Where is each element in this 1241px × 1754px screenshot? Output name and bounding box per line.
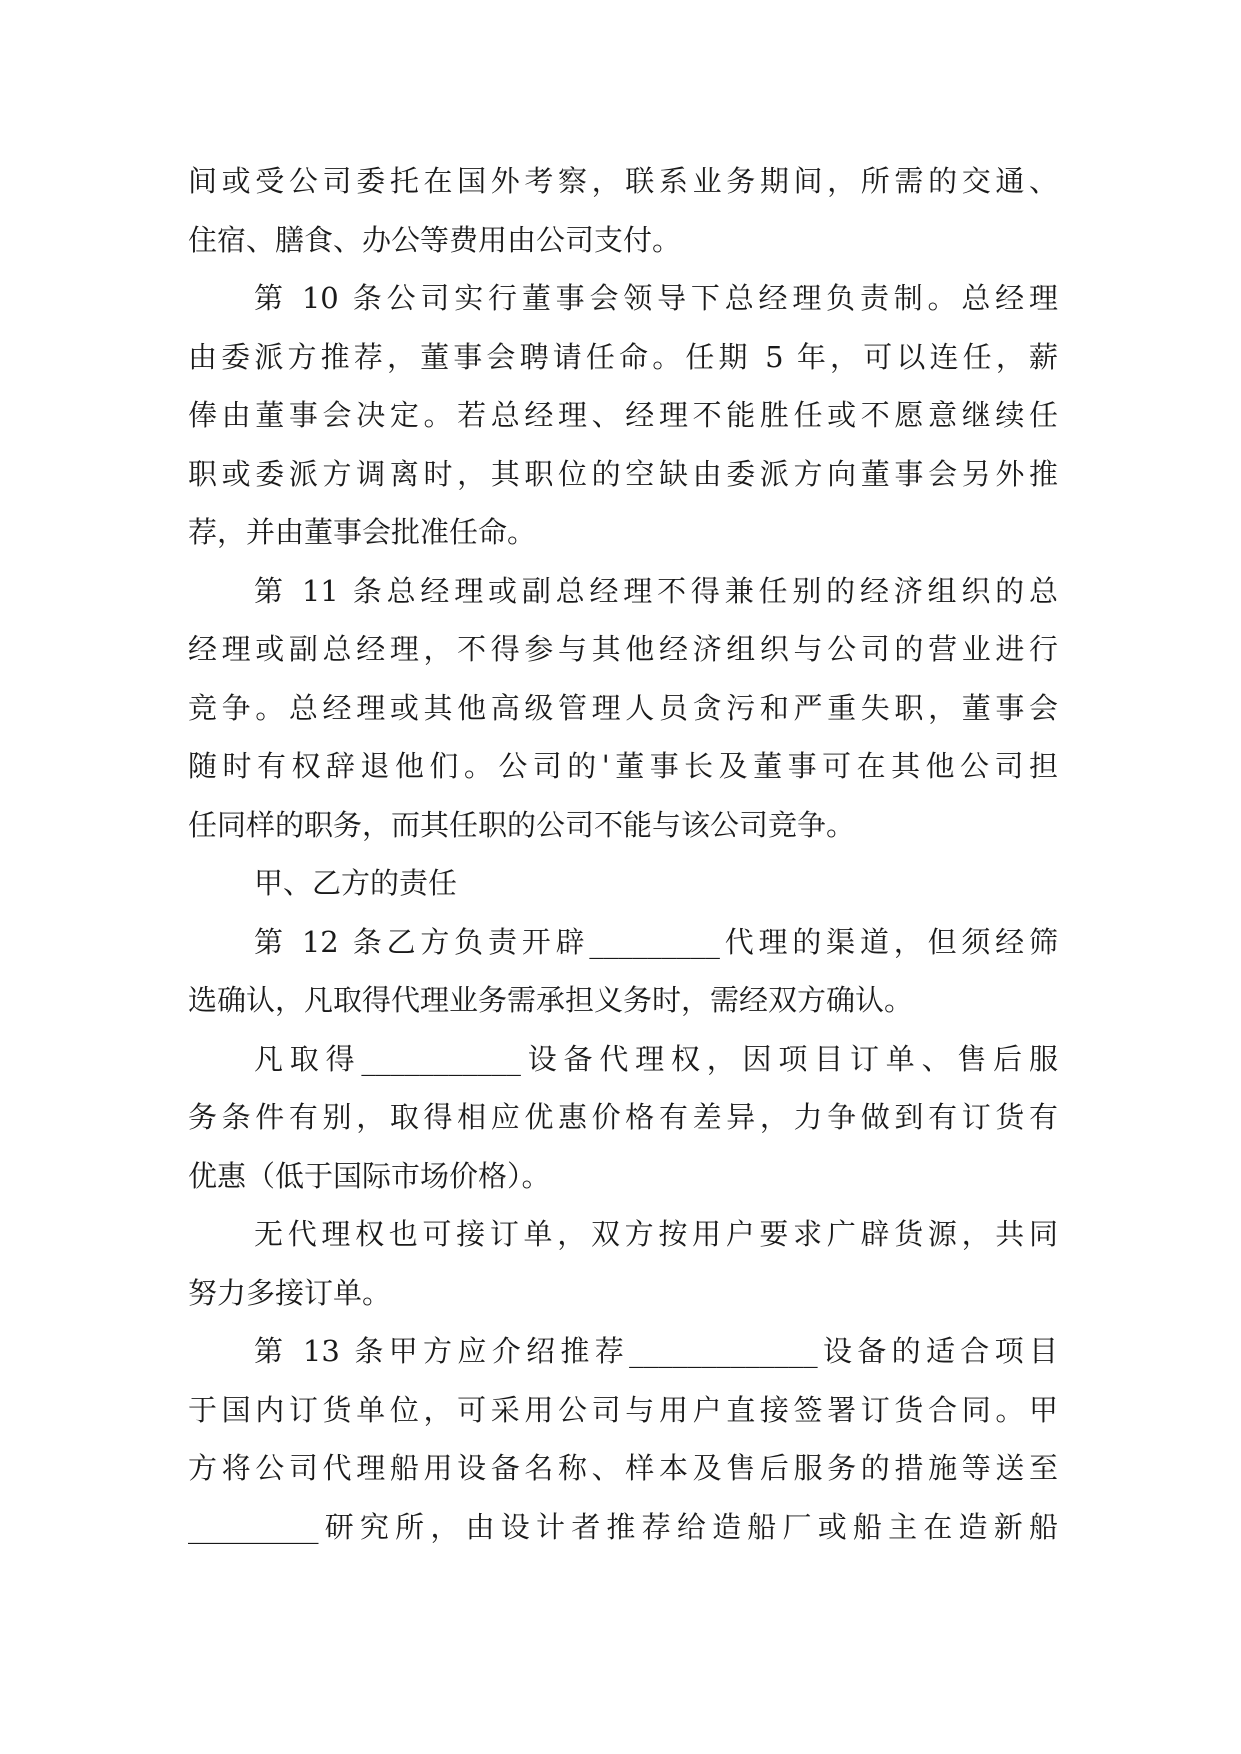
document-body [188, 152, 1058, 1556]
text-line-19: 无代理权也可接订单，双方按用户要求广辟货源，共同 [254, 1217, 1058, 1251]
text-line-15: 选确认，凡取得代理业务需承担义务时，需经双方确认。 [188, 983, 914, 1017]
text-line-11: 随时有权辞退他们。公司的'董事长及董事可在其他公司担 [188, 749, 1058, 783]
section-heading: 甲、乙方的责任 [254, 866, 458, 900]
text-line-20: 努力多接订单。 [188, 1275, 392, 1310]
text-line-7: 荐，并由董事会批准任命。 [188, 515, 537, 549]
text-line-12: 任同样的职务，而其任职的公司不能与该公司竞争。 [188, 807, 856, 842]
text-line-3: 第 10 条公司实行董事会领导下总经理负责制。总经理 [254, 281, 1058, 315]
text-line-4: 由委派方推荐，董事会聘请任命。任期 5 年，可以连任，薪 [188, 339, 1058, 374]
text-line-8: 第 11 条总经理或副总经理不得兼任别的经济组织的总 [254, 573, 1058, 608]
text-line-2: 住宿、膳食、办公等费用由公司支付。 [188, 222, 682, 257]
text-line-16: 凡取得___________设备代理权，因项目订单、售后服 [254, 1041, 1058, 1076]
text-line-14: 第 12 条乙方负责开辟_________代理的渠道，但须经筛 [254, 924, 1058, 959]
text-line-1: 间或受公司委托在国外考察，联系业务期间，所需的交通、 [188, 164, 1058, 198]
text-line-18: 优惠（低于国际市场价格）。 [188, 1158, 551, 1193]
text-line-22: 于国内订货单位，可采用公司与用户直接签署订货合同。甲 [188, 1392, 1058, 1427]
text-line-21: 第 13 条甲方应介绍推荐_____________设备的适合项目 [254, 1334, 1058, 1368]
text-line-17: 务条件有别，取得相应优惠价格有差异，力争做到有订货有 [188, 1100, 1058, 1134]
text-line-6: 职或委派方调离时，其职位的空缺由委派方向董事会另外推 [188, 456, 1058, 491]
text-line-9: 经理或副总经理，不得参与其他经济组织与公司的营业进行 [188, 632, 1058, 666]
text-line-24: _________研究所，由设计者推荐给造船厂或船主在造新船 [188, 1509, 1058, 1544]
text-line-10: 竞争。总经理或其他高级管理人员贪污和严重失职，董事会 [188, 690, 1058, 725]
text-line-23: 方将公司代理船用设备名称、样本及售后服务的措施等送至 [188, 1451, 1058, 1485]
text-line-5: 俸由董事会决定。若总经理、经理不能胜任或不愿意继续任 [188, 398, 1058, 432]
